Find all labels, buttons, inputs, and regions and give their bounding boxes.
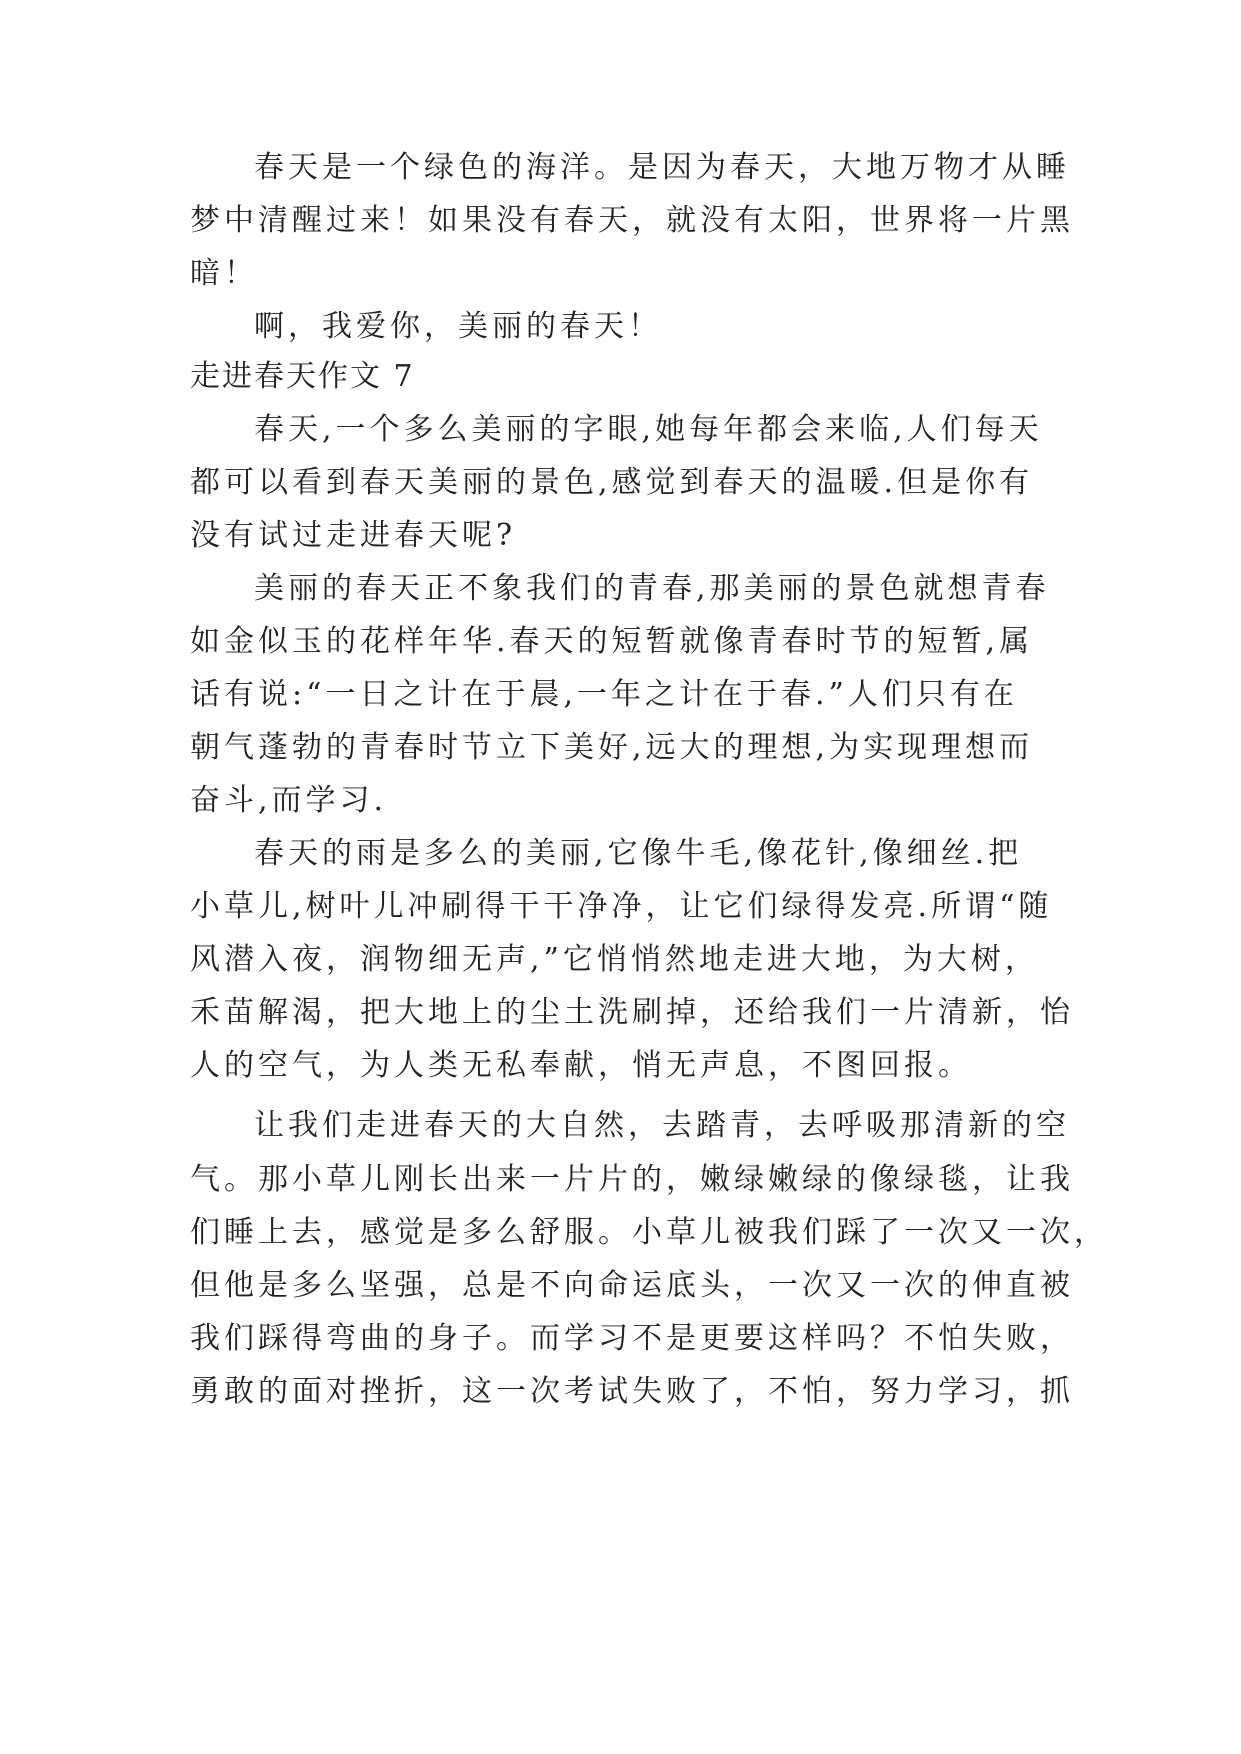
text-line: 春天,一个多么美丽的字眼,她每年都会来临,人们每天: [254, 412, 1043, 447]
text-line: 美丽的春天正不象我们的青春,那美丽的景色就想青春: [254, 571, 1050, 606]
text-line: 春天的雨是多么的美丽,它像牛毛,像花针,像细丝.把: [254, 836, 1023, 871]
text-line: 如金似玉的花样年华.春天的短暂就像青春时节的短暂,属: [190, 624, 1034, 659]
text-line: 话有说:“一日之计在于晨,一年之计在于春.”人们只有在: [190, 677, 1018, 712]
text-line: 春天是一个绿色的海洋。是因为春天，大地万物才从睡: [254, 150, 1070, 185]
text-line: 让我们走进春天的大自然，去踏青，去呼吸那清新的空: [254, 1108, 1070, 1143]
text-line: 没有试过走进春天呢?: [190, 518, 517, 553]
text-line: 气。那小草儿刚长出来一片片的，嫩绿嫩绿的像绿毯，让我: [190, 1162, 1074, 1197]
text-line: 梦中清醒过来！如果没有春天，就没有太阳，世界将一片黑: [190, 203, 1074, 238]
text-line: 我们踩得弯曲的身子。而学习不是更要这样吗？不怕失败，: [190, 1321, 1074, 1356]
text-line: 勇敢的面对挫折，这一次考试失败了，不怕，努力学习，抓: [190, 1374, 1074, 1409]
text-line: 人的空气，为人类无私奉献，悄无声息，不图回报。: [190, 1048, 972, 1083]
text-line: 都可以看到春天美丽的景色,感觉到春天的温暖.但是你有: [190, 465, 1034, 500]
text-line: 禾苗解渴，把大地上的尘土洗刷掉，还给我们一片清新，怡: [190, 995, 1074, 1030]
text-line: 奋斗,而学习.: [190, 783, 388, 818]
text-line: 小草儿,树叶儿冲刷得干干净净，让它们绿得发亮.所谓“随: [190, 889, 1053, 924]
section-heading: 走进春天作文 7: [190, 359, 415, 394]
text-line: 暗！: [190, 256, 258, 291]
text-line: 风潜入夜，润物细无声,”它悄悄然地走进大地，为大树，: [190, 942, 1039, 977]
text-line: 朝气蓬勃的青春时节立下美好,远大的理想,为实现理想而: [190, 730, 1034, 765]
text-line: 但他是多么坚强，总是不向命运底头，一次又一次的伸直被: [190, 1268, 1074, 1303]
text-line: 们睡上去，感觉是多么舒服。小草儿被我们踩了一次又一次，: [190, 1215, 1108, 1250]
text-line: 啊，我爱你，美丽的春天！: [254, 309, 662, 344]
